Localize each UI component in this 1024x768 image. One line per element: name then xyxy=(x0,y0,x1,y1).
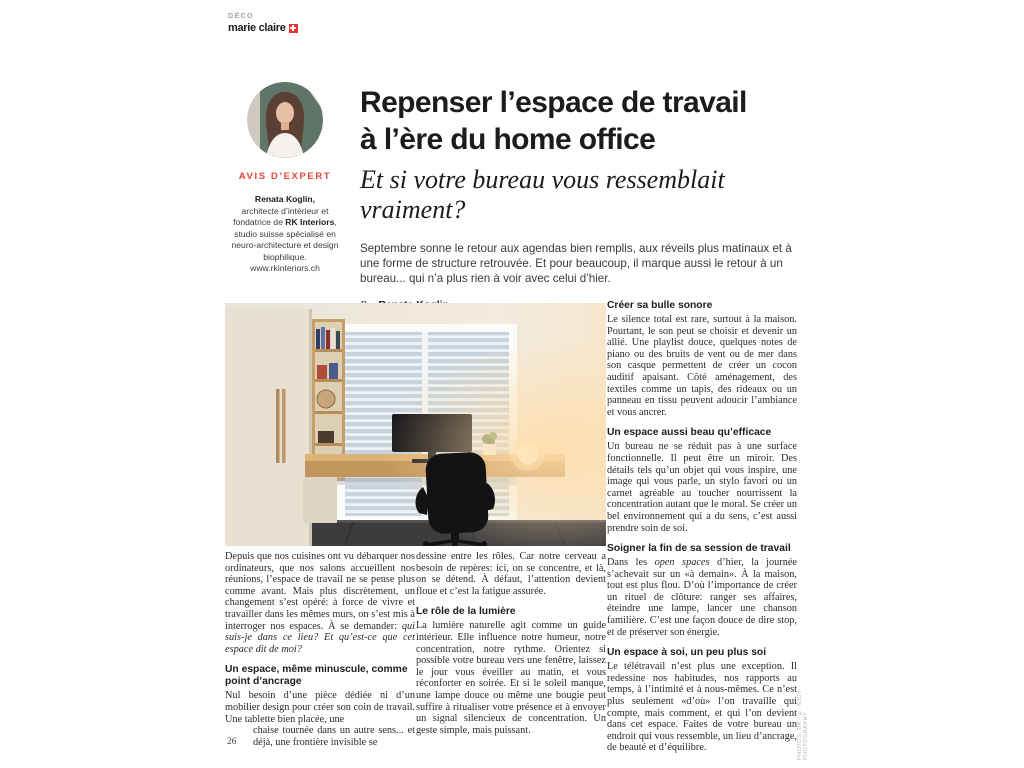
paragraph-text: Depuis que nos cuisines ont vu débarquer nos ordinateurs, que nos salons accueillent nos réunions, l’espace de travail ne se pense plus comme avant. Mais plus discrètement, un changement s’est opéré: à force de vivre et travailler dans les mêmes murs, on s’est mis à interroger nos espaces. À se demander: xyxy=(225,551,415,632)
article-title xyxy=(360,84,802,158)
section-label: DÉCO xyxy=(228,13,254,20)
expert-kicker: AVIS D’EXPERT xyxy=(238,171,332,182)
expert-website: www.rkinteriors.ch xyxy=(250,263,320,274)
section-heading-lumiere: Le rôle de la lumière xyxy=(416,606,516,618)
page-number: 26 xyxy=(227,736,237,747)
expert-studio-name: RK Interiors xyxy=(285,217,335,228)
paragraph-italic-text: open spaces xyxy=(654,557,710,569)
swiss-flag-icon xyxy=(289,24,298,33)
paragraph: Le silence total est rare, surtout à la maison. Pourtant, le son peut se choisir et devenir un allié. Une playlist douce, quelques notes de piano ou des bruits de vent ou de mer dans son casque permettent de créer un cocon auditif apaisant. Côté aménagement, des textiles comme un tapis, des rideaux ou un panneau en tissu peuvent adoucir l’ambiance et vous ancrer. xyxy=(607,314,797,418)
paragraph-italic-text: qui suis-je dans ce lieu? Et qu’est-ce que cet espace dit de moi? xyxy=(225,620,415,655)
title-line-1: Repenser l’espace de travail xyxy=(360,86,747,119)
section-heading-ancrage: Un espace, même minuscule, comme point d’ancrage xyxy=(225,664,408,688)
section-heading-fin-session: Soigner la fin de sa session de travail xyxy=(607,543,791,555)
article-intro: Septembre sonne le retour aux agendas bien remplis, aux réveils plus matinaux et à une forme de structure retrouvée. Et pour beaucoup, il marque aussi le retour à un bureau... qui n’a plus rien à voir avec celui d’hier. xyxy=(360,242,792,285)
title-line-2: à l’ère du home office xyxy=(360,123,656,156)
brand-name: marie claire xyxy=(228,22,286,34)
paragraph: Le télétravail n’est plus une exception. Il redessine nos habitudes, nos rapports au temps, à l’intimité et à nous-mêmes. Ce n’est plus seulement «d’où» l’on travaille qui compte, mais comment, et qui l’on devient dans cet espace. Faites de votre bureau un endroit qui vous ressemble, un lieu d’ancrage, de beauté et d’équilibre. xyxy=(607,661,797,754)
article-photo xyxy=(225,303,606,546)
article-subtitle: Et si votre bureau vous ressemblait vraiment? xyxy=(360,165,725,224)
paragraph: dessine entre les rôles. Car notre cerveau a besoin de repères: ici, on se concentre, et là, on se détend. À défaut, l’attention devient floue et c’est la fatigue assurée. xyxy=(416,551,606,597)
expert-name: Renata Koglin, xyxy=(254,194,316,204)
paragraph xyxy=(607,557,797,638)
body-column-3 xyxy=(607,300,797,754)
body-column-2 xyxy=(416,551,606,736)
paragraph: La lumière naturelle agit comme un guide intérieur. Elle influence notre humeur, notre concentration, notre rythme. Orientez si possible votre bureau vers une fenêtre, laissez le jour vous éveiller au matin, et vous réconforter en soirée. Et si le soleil manque, une lampe douce ou même une bougie peut suffire à ritualiser votre présence et à envoyer un signal silencieux de concentration. Un geste simple, mais puissant. xyxy=(416,620,606,736)
masthead xyxy=(228,13,298,34)
paragraph xyxy=(225,551,415,655)
paragraph: Un bureau ne se réduit pas à une surface fonctionnelle. Il peut être un miroir. Des détails tels qu’un objet qui vous inspire, une image qui vous parle, un stylo favori ou un carnet agréable au toucher nourrissent la concentration autant que le moral. Se créer un bel environnement qui a du sens, c’est aussi prendre soin de soi. xyxy=(607,441,797,534)
body-column-1 xyxy=(225,551,415,748)
expert-bio-text: architecte d’intérieur et fondatrice de xyxy=(233,205,329,228)
photo-credit: PHOTOS: DR / © NJOY PHOTOGRAPHY xyxy=(797,689,809,760)
paragraph-with-folio xyxy=(225,725,415,748)
section-heading-bulle-sonore: Créer sa bulle sonore xyxy=(607,300,713,311)
avatar-illustration xyxy=(247,82,323,158)
brand-logo xyxy=(228,22,298,34)
expert-bio xyxy=(225,194,345,275)
headline-block xyxy=(360,84,802,311)
paragraph-text: Dans les xyxy=(607,557,655,569)
expert-bio-text2: , studio suisse spécialisé en neuro-architecture et design biophilique. xyxy=(231,217,339,262)
section-heading-espace-a-soi: Un espace à soi, un peu plus soi xyxy=(607,647,767,659)
paragraph: Nul besoin d’une pièce dédiée ni d’un mobilier design pour créer son coin de travail. Une tablette bien placée, une xyxy=(225,690,415,725)
paragraph-text: chaise tournée dans un autre sens... et déjà, une frontière invisible se xyxy=(253,725,415,748)
expert-sidebar xyxy=(225,82,345,275)
paragraph-text: d’hier, la journée s’achevait sur un «à demain». À la maison, tout est plus flou. D’où l’importance de créer un rituel de clôture: ranger ses affaires, éteindre une lampe, lancer une chanson familière. C’est une façon douce de dire stop, et de préserver son énergie. xyxy=(607,557,798,638)
section-heading-beau-efficace: Un espace aussi beau qu’efficace xyxy=(607,427,772,439)
home-office-photo-illustration xyxy=(225,303,606,546)
avatar xyxy=(247,82,323,158)
